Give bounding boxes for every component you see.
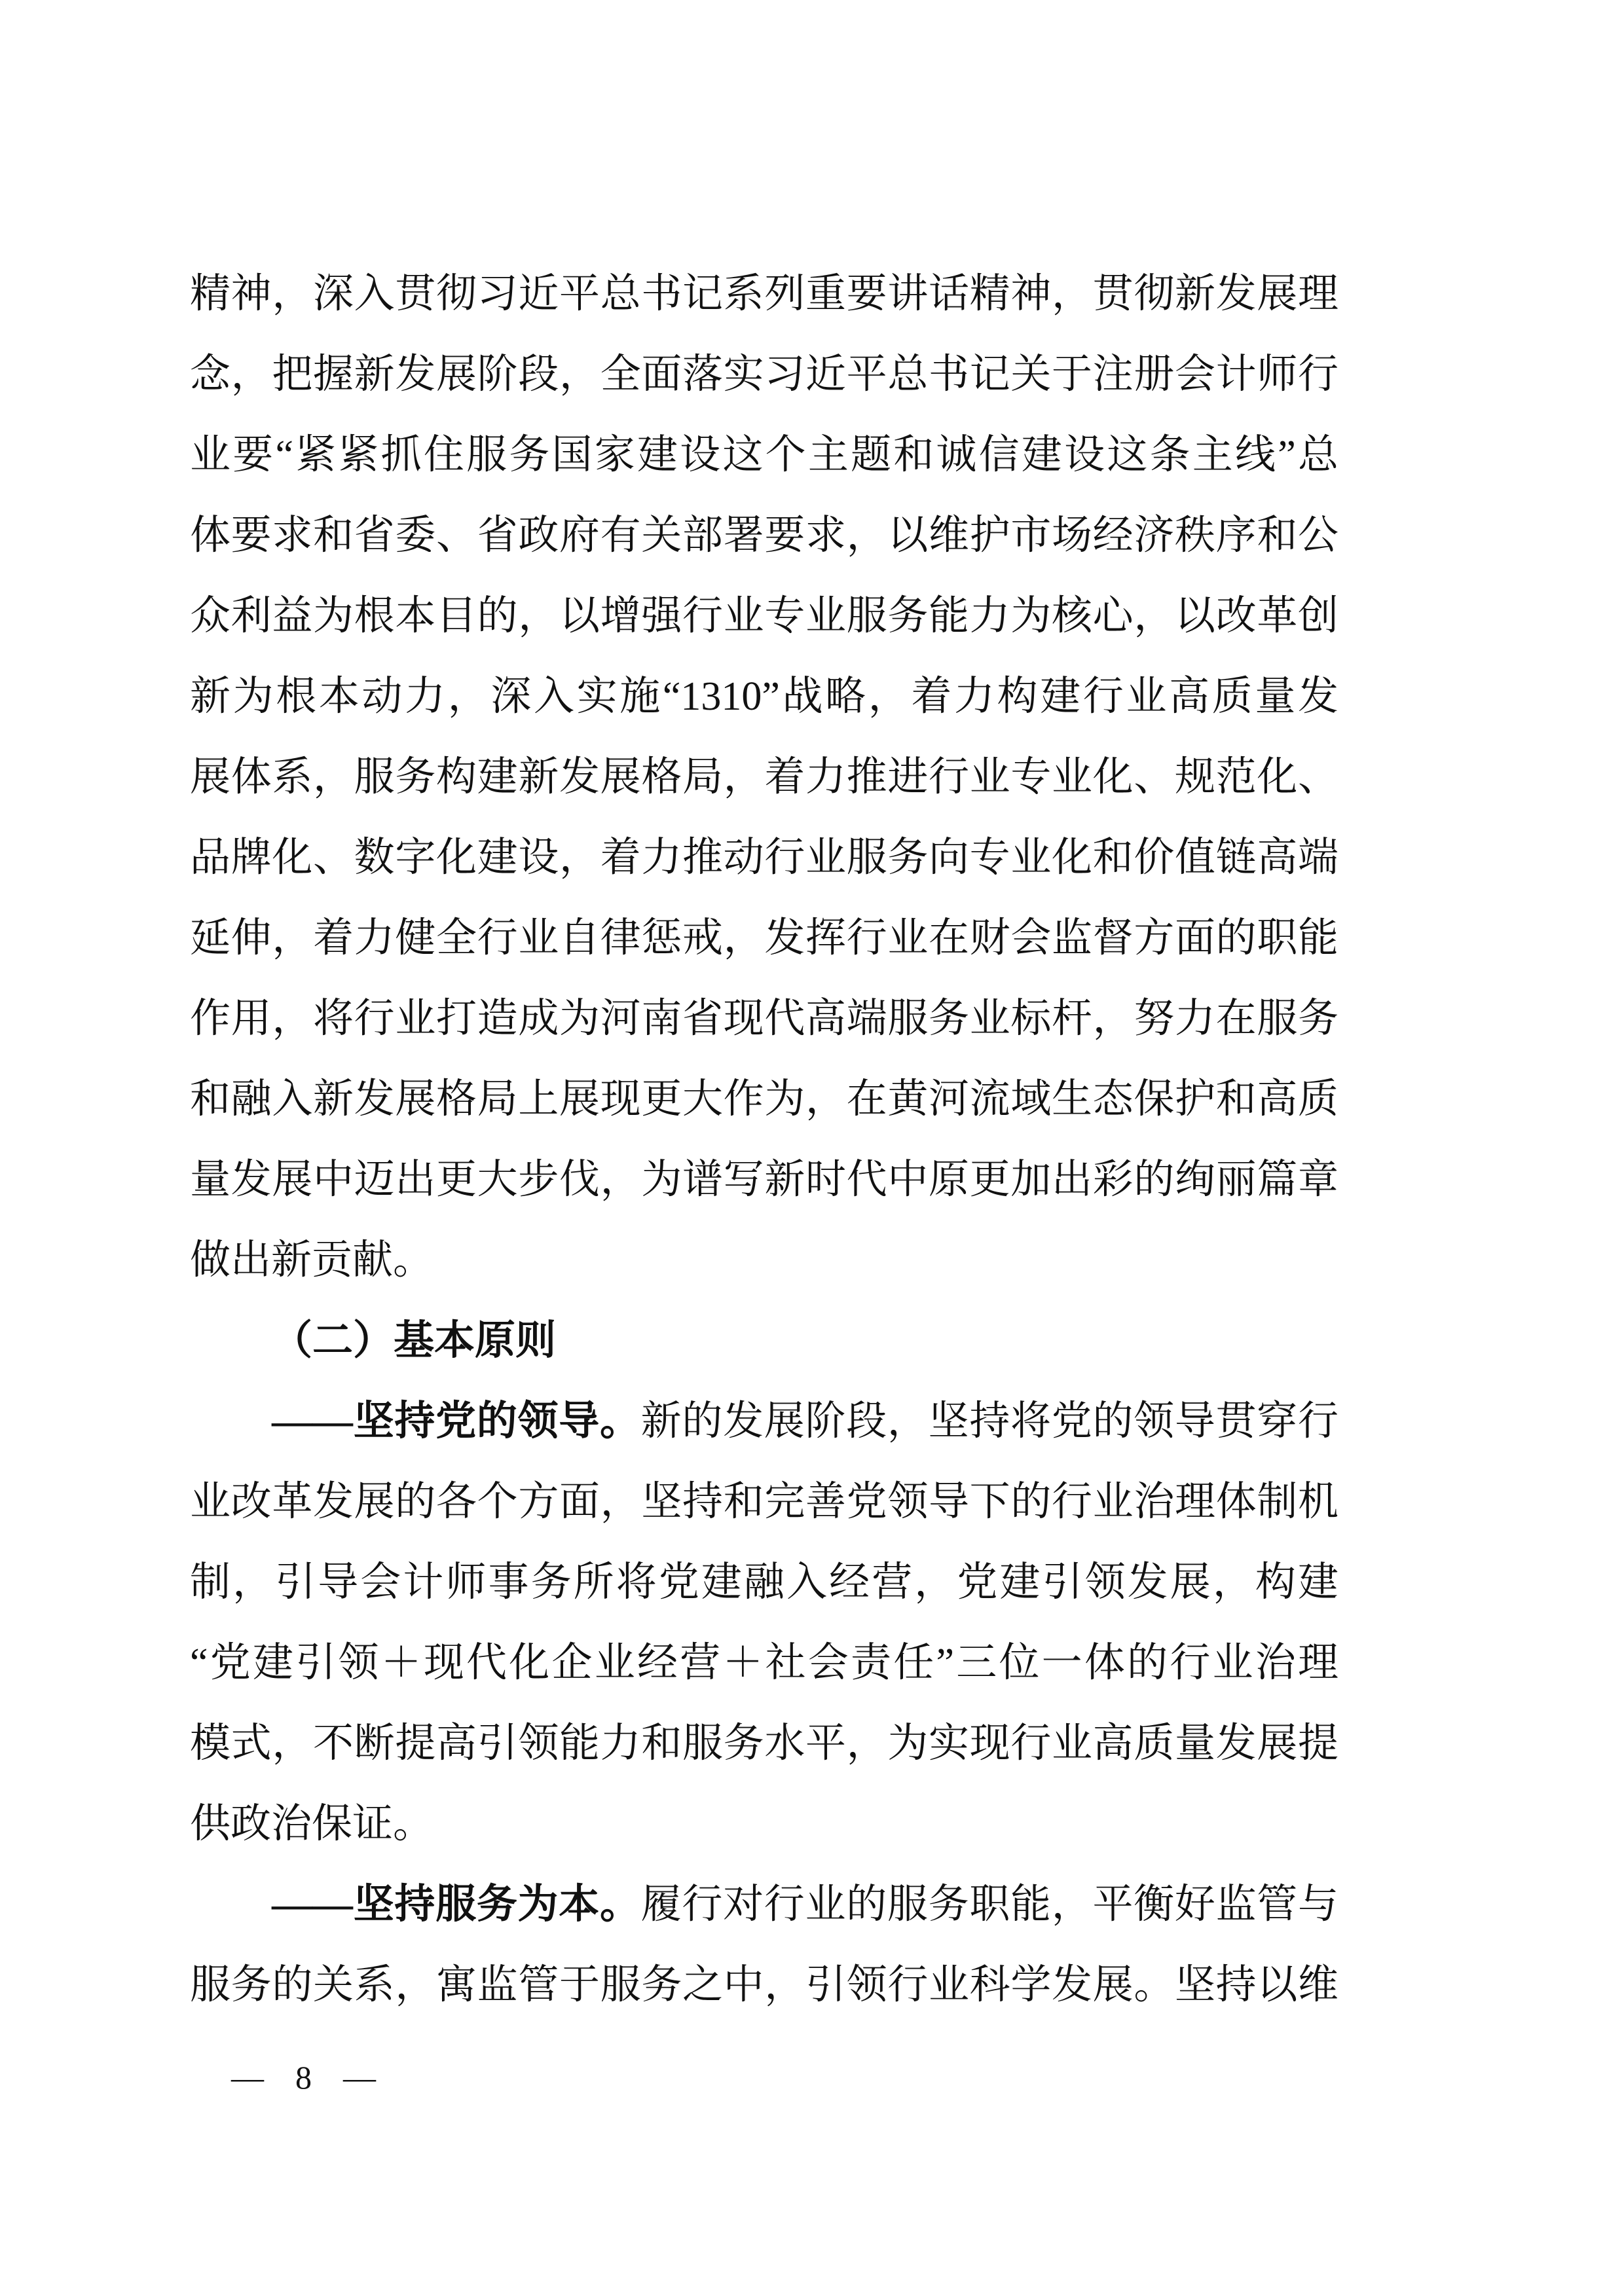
page-number: 8 (295, 2059, 312, 2096)
text-line: 作用，将行业打造成为河南省现代高端服务业标杆，努力在服务 (190, 996, 1338, 1041)
paragraph-lead: ——坚持服务为本。 (272, 1882, 641, 1927)
text-line: 精神，深入贯彻习近平总书记系列重要讲话精神，贯彻新发展理 (190, 272, 1338, 316)
text-line: 供政治保证。 (190, 1802, 434, 1846)
text-line: 业要“紧紧抓住服务国家建设这个主题和诚信建设这条主线”总 (190, 433, 1338, 477)
text-line: 体要求和省委、省政府有关部署要求，以维护市场经济秩序和公 (190, 513, 1338, 558)
text-line: 量发展中迈出更大步伐，为谱写新时代中原更加出彩的绚丽篇章 (190, 1157, 1338, 1202)
text-line: 延伸，着力健全行业自律惩戒，发挥行业在财会监督方面的职能 (190, 916, 1338, 960)
text-line: 展体系，服务构建新发展格局，着力推进行业专业化、规范化、 (190, 755, 1338, 799)
paragraph-lead: ——坚持党的领导。 (272, 1399, 641, 1444)
text-line (190, 1865, 1338, 1945)
text-line: 做出新贡献。 (190, 1238, 434, 1283)
page-footer (231, 2058, 376, 2097)
footer-dash-right: — (343, 2059, 376, 2096)
text-line: 业改革发展的各个方面，坚持和完善党领导下的行业治理体制机 (190, 1480, 1338, 1524)
text-line: “党建引领＋现代化企业经营＋社会责任”三位一体的行业治理 (190, 1641, 1338, 1685)
text-line: 新为根本动力，深入实施“1310”战略，着力构建行业高质量发 (190, 674, 1338, 719)
text-line: 品牌化、数字化建设，着力推动行业服务向专业化和价值链高端 (190, 835, 1338, 880)
text-line: 服务的关系，寓监管于服务之中，引领行业科学发展。坚持以维 (190, 1963, 1338, 2007)
text-line (190, 1381, 1338, 1462)
document-body (190, 254, 1338, 2026)
text-line: 制，引导会计师事务所将党建融入经营，党建引领发展，构建 (190, 1560, 1338, 1605)
paragraph-text: 新的发展阶段，坚持将党的领导贯穿行 (640, 1399, 1338, 1444)
footer-dash-left: — (231, 2059, 264, 2096)
paragraph-text: 履行对行业的服务职能，平衡好监管与 (640, 1882, 1338, 1927)
text-line: 模式，不断提高引领能力和服务水平，为实现行业高质量发展提 (190, 1721, 1338, 1766)
text-line: 和融入新发展格局上展现更大作为，在黄河流域生态保护和高质 (190, 1077, 1338, 1121)
section-heading: （二）基本原则 (272, 1319, 557, 1363)
text-line: 念，把握新发展阶段，全面落实习近平总书记关于注册会计师行 (190, 352, 1338, 397)
text-line: 众利益为根本目的，以增强行业专业服务能力为核心，以改革创 (190, 594, 1338, 638)
